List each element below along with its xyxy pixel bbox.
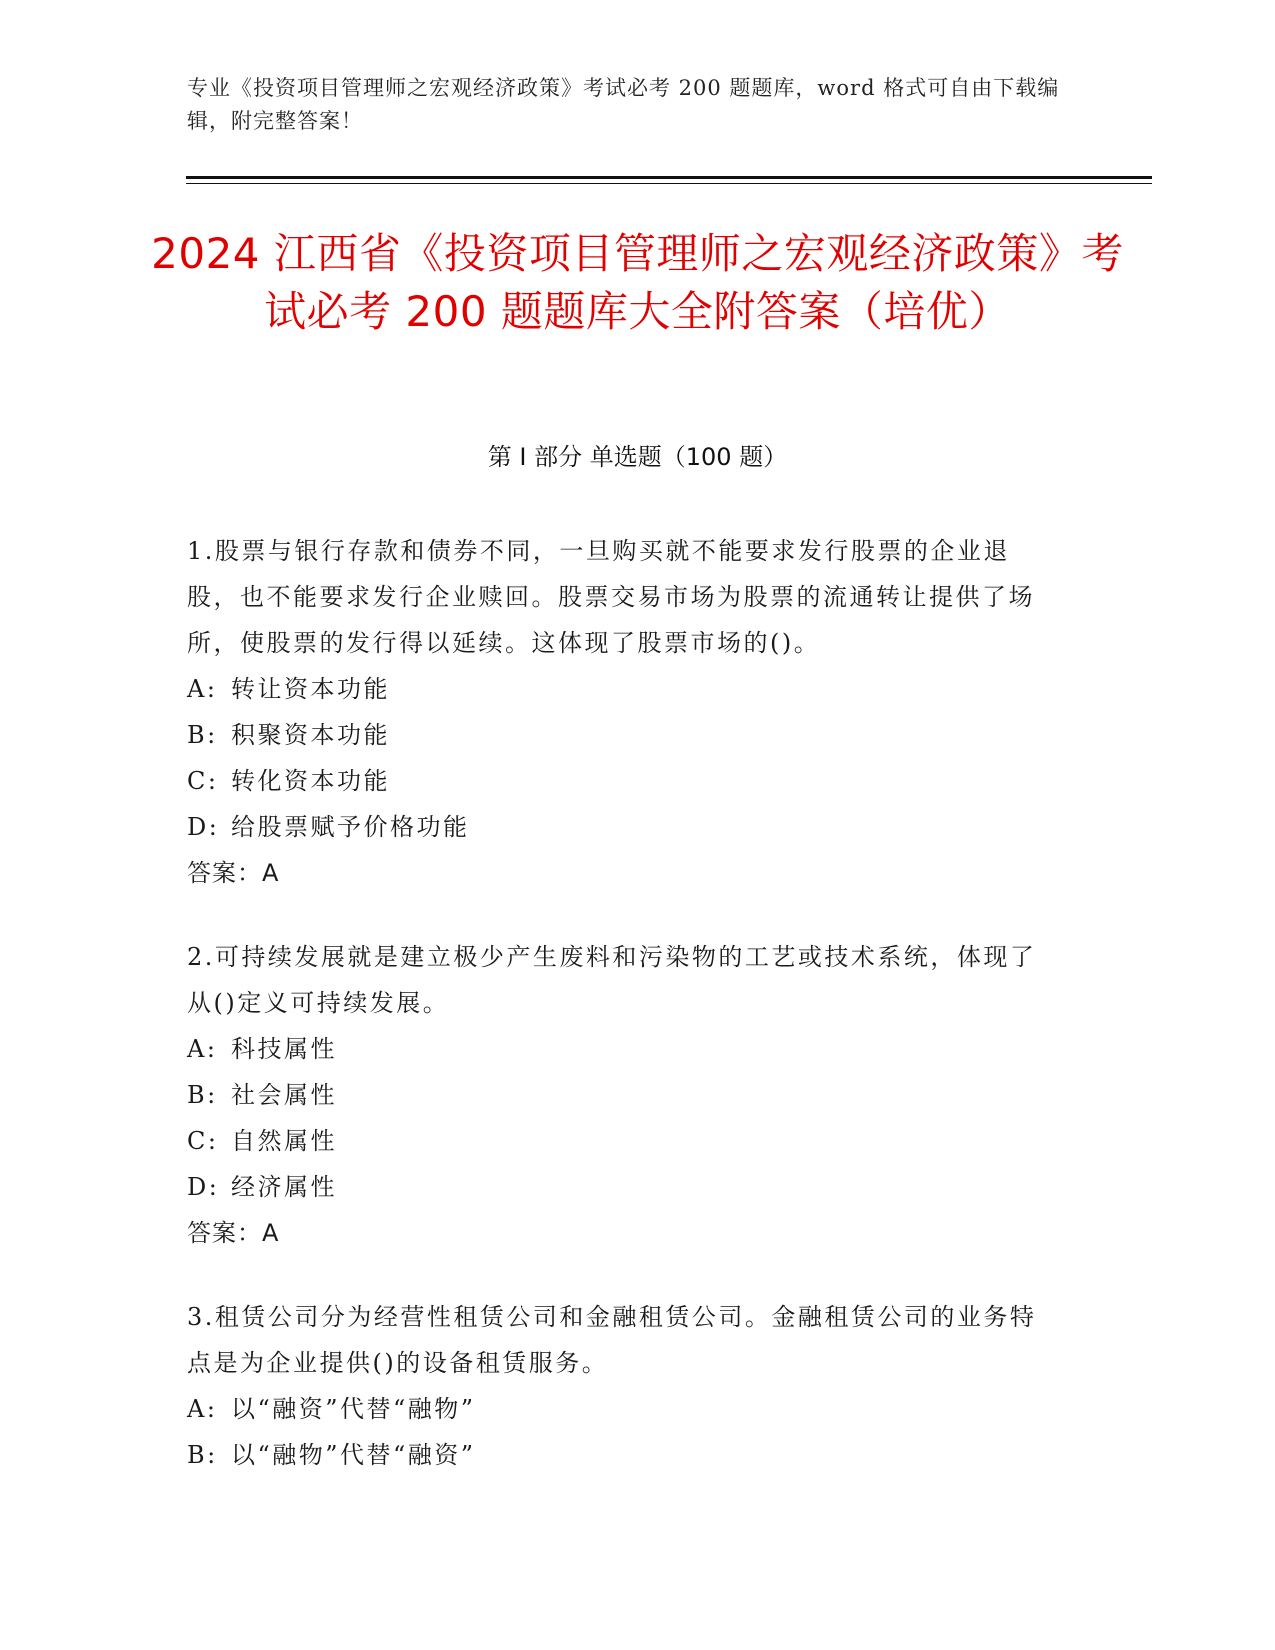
option-text: 积聚资本功能 <box>231 721 390 749</box>
option-d <box>187 1164 1057 1210</box>
question-3 <box>187 1294 1057 1478</box>
option-text: 科技属性 <box>231 1035 337 1063</box>
option-letter: B: <box>187 1441 218 1469</box>
option-b <box>187 712 1057 758</box>
document-title: 2024 江西省《投资项目管理师之宏观经济政策》考试必考 200 题题库大全附答案（培优） <box>151 229 1124 336</box>
option-b <box>187 1432 1057 1478</box>
question-list <box>187 528 1057 1516</box>
option-letter: A: <box>187 1395 218 1423</box>
option-letter: C: <box>187 767 219 795</box>
option-text: 经济属性 <box>231 1173 337 1201</box>
question-1 <box>187 528 1057 896</box>
option-d <box>187 804 1057 850</box>
option-text: 以“融物”代替“融资” <box>231 1441 476 1469</box>
option-letter: B: <box>187 1081 218 1109</box>
section-heading: 第 I 部分 单选题（100 题） <box>487 443 788 471</box>
option-text: 自然属性 <box>231 1127 337 1155</box>
option-text: 给股票赋予价格功能 <box>231 813 470 841</box>
option-letter: D: <box>187 1173 220 1201</box>
question-text: 1.股票与银行存款和债券不同，一旦购买就不能要求发行股票的企业退股，也不能要求发行企业赎回。股票交易市场为股票的流通转让提供了场所，使股票的发行得以延续。这体现了股票市场的()。 <box>187 537 1035 657</box>
option-a <box>187 1386 1057 1432</box>
option-letter: D: <box>187 813 220 841</box>
option-letter: C: <box>187 1127 219 1155</box>
option-c <box>187 758 1057 804</box>
option-text: 转化资本功能 <box>231 767 390 795</box>
option-b <box>187 1072 1057 1118</box>
option-text: 转让资本功能 <box>231 675 390 703</box>
option-letter: A: <box>187 1035 218 1063</box>
header-rule-thin <box>186 183 1152 184</box>
question-text: 3.租赁公司分为经营性租赁公司和金融租赁公司。金融租赁公司的业务特点是为企业提供()的设备租赁服务。 <box>187 1303 1037 1377</box>
option-letter: A: <box>187 675 218 703</box>
option-c <box>187 1118 1057 1164</box>
option-a <box>187 666 1057 712</box>
option-a <box>187 1026 1057 1072</box>
option-letter: B: <box>187 721 218 749</box>
answer: 答案：A <box>187 1219 280 1247</box>
option-text: 社会属性 <box>231 1081 337 1109</box>
option-text: 以“融资”代替“融物” <box>231 1395 476 1423</box>
question-text: 2.可持续发展就是建立极少产生废料和污染物的工艺或技术系统，体现了从()定义可持续发展。 <box>187 943 1037 1017</box>
header-note: 专业《投资项目管理师之宏观经济政策》考试必考 200 题题库，word 格式可自由下载编辑，附完整答案！ <box>187 76 1060 133</box>
answer: 答案：A <box>187 859 280 887</box>
question-2 <box>187 934 1057 1256</box>
header-rule-thick <box>186 176 1152 179</box>
